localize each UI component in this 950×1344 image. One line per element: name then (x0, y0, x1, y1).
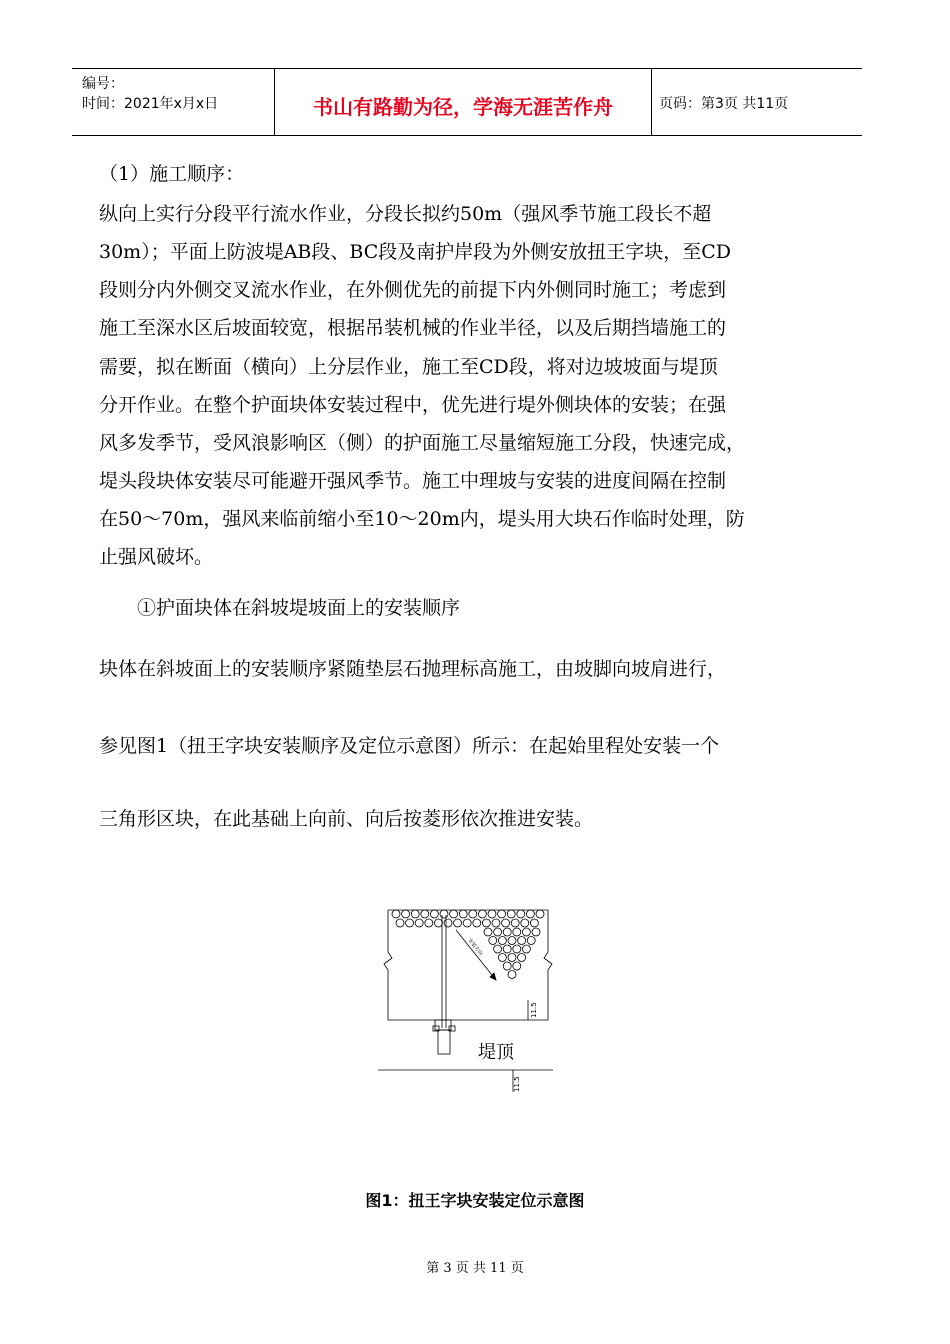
page-footer: 第 3 页 共 11 页 (426, 1261, 524, 1276)
header-page-label: 页码：第3页 共11页 (659, 96, 789, 112)
paragraph-line: 块体在斜坡面上的安装顺序紧随垫层石抛理标高施工，由坡脚向坡肩进行， (99, 658, 727, 680)
header-meta-cell (72, 69, 274, 135)
paragraph-line: 堤头段块体安装尽可能避开强风季节。施工中理坡与安装的进度间隔在控制 (99, 470, 727, 492)
figure-caption: 图1：扭王字块安装定位示意图 (365, 1191, 585, 1210)
header-motto: 书山有路勤为径，学海无涯苦作舟 (313, 95, 613, 119)
dimension-label-lower: 11.5 (513, 1076, 521, 1092)
document-number-label: 编号： (82, 76, 124, 92)
subsection-heading: ①护面块体在斜坡堤坡面上的安装顺序 (137, 597, 461, 619)
paragraph-line: 在50～70m，强风来临前缩小至10～20m内，堤头用大块石作临时处理，防 (99, 508, 745, 530)
paragraph-line: 分开作业。在整个护面块体安装过程中，优先进行堤外侧块体的安装；在强 (99, 394, 727, 416)
paragraph-line: 施工至深水区后坡面较宽，根据吊装机械的作业半径，以及后期挡墙施工的 (99, 317, 727, 339)
dimension-label-upper: 11.5 (530, 1002, 538, 1018)
paragraph-line: 30m）；平面上防波堤AB段、BC段及南护岸段为外侧安放扭王字块，至CD (99, 241, 732, 263)
paragraph-line: 止强风破坏。 (99, 546, 214, 568)
header-motto-cell (274, 69, 652, 135)
paragraph-line: 段则分内外侧交叉流水作业，在外侧优先的前提下内外侧同时施工；考虑到 (99, 279, 727, 301)
installation-diagram (378, 900, 558, 1095)
paragraph-line: 需要，拟在断面（横向）上分层作业，施工至CD段，将对边坡坡面与堤顶 (99, 356, 718, 378)
header-page-cell (651, 69, 862, 135)
section-heading: （1）施工顺序： (99, 163, 245, 185)
dike-top-label: 堤顶 (478, 1042, 514, 1063)
paragraph-line: 三角形区块，在此基础上向前、向后按菱形依次推进安装。 (99, 808, 594, 830)
paragraph-line: 参见图1（扭王字块安装顺序及定位示意图）所示：在起始里程处安装一个 (99, 735, 720, 757)
page-header (72, 68, 862, 136)
paragraph-line: 纵向上实行分段平行流水作业，分段长拟约50m（强风季节施工段长不超 (99, 203, 712, 225)
document-time-label: 时间：2021年x月x日 (82, 96, 219, 112)
direction-label: 安装方向 (466, 937, 484, 958)
paragraph-line: 风多发季节，受风浪影响区（侧）的护面施工尽量缩短施工分段，快速完成， (99, 432, 746, 454)
